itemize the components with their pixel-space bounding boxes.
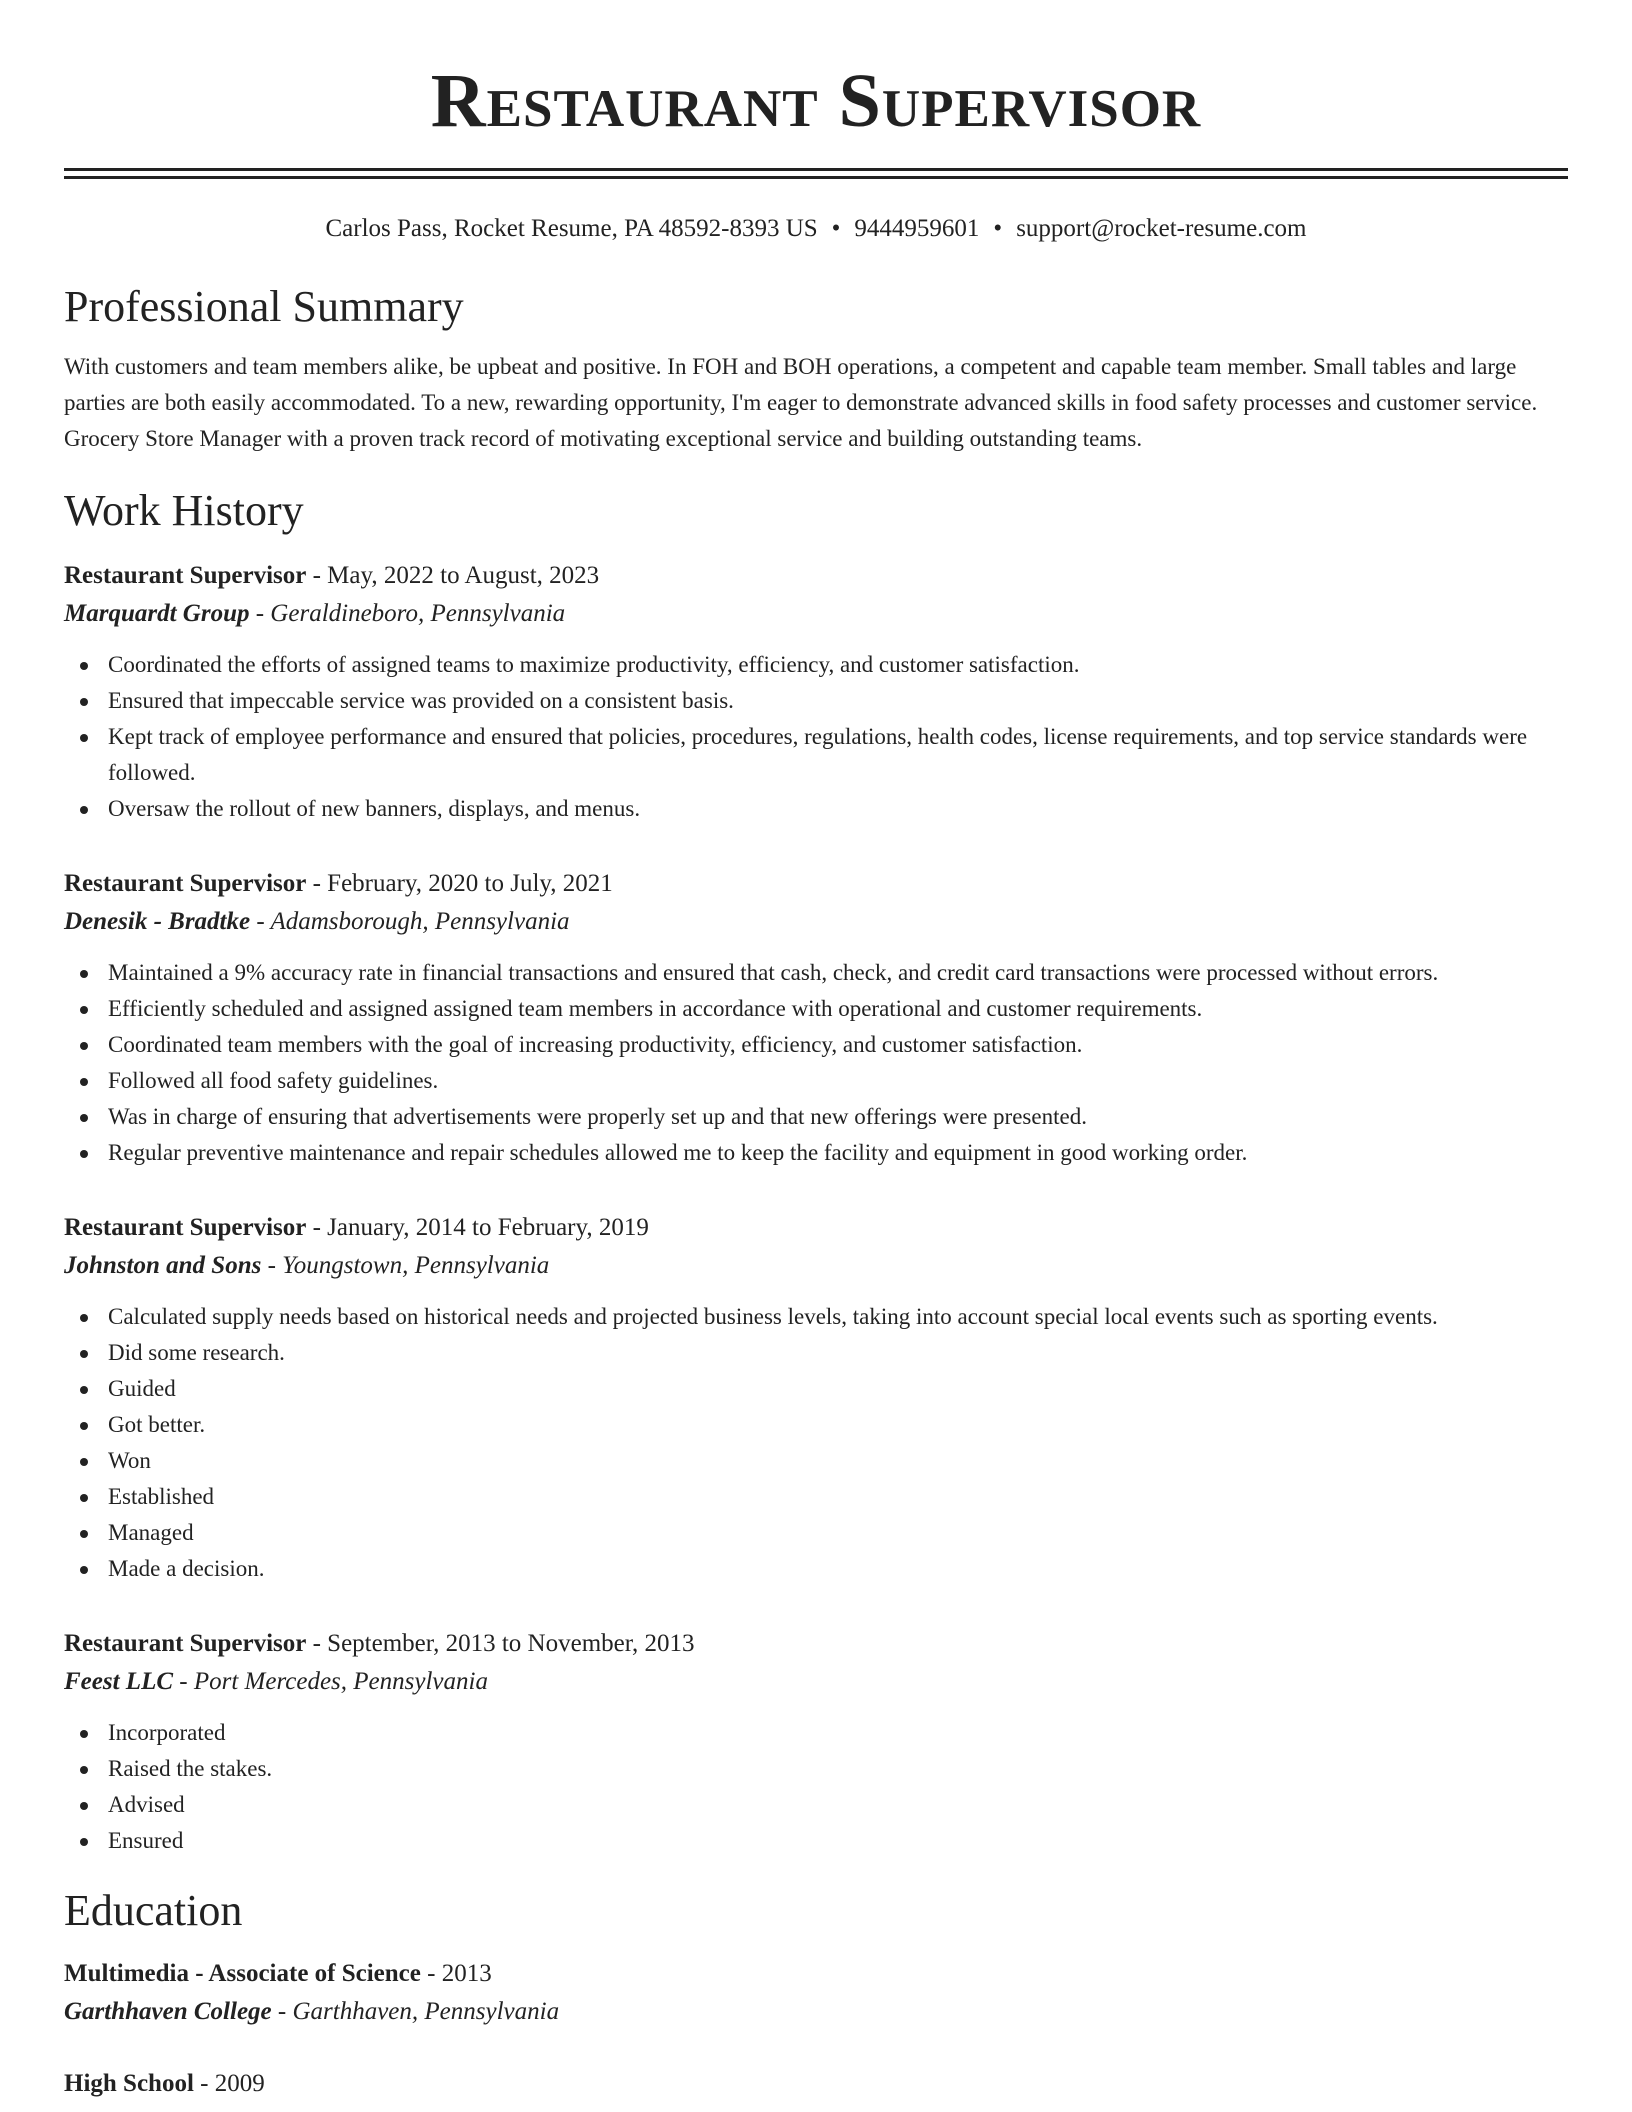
bullet-icon [80,734,88,742]
bullet-text: Won [108,1448,151,1473]
job-title-line [64,865,1568,903]
bullet-text: Raised the stakes. [108,1756,273,1781]
bullet-icon [80,662,88,670]
bullet-text: Kept track of employee performance and ensured that policies, procedures, regulations, health codes, license requirements, and top service standards were followed. [108,724,1528,785]
education-entry [64,2065,1568,2103]
job-company-line [64,595,1568,633]
bullet-icon [80,1386,88,1394]
education-heading: Education [64,1886,243,1935]
job-dates: - May, 2022 to August, 2023 [306,562,600,589]
bullet-text: Incorporated [108,1720,226,1745]
bullet-text: Made a decision. [108,1556,265,1581]
bullet-item [108,1135,1568,1171]
bullet-item [108,647,1568,683]
bullet-icon [80,1802,88,1810]
bullet-item [108,1299,1568,1335]
bullet-text: Coordinated the efforts of assigned teams to maximize productivity, efficiency, and customer satisfaction. [108,652,1080,677]
job-company: Johnston and Sons [64,1252,262,1279]
bullet-item [108,1551,1568,1587]
bullet-icon [80,1458,88,1466]
bullet-item [108,1027,1568,1063]
job-bullets [64,647,1568,827]
job-location: - Port Mercedes, Pennsylvania [173,1668,488,1695]
bullet-item [108,1515,1568,1551]
bullet-text: Ensured [108,1828,184,1853]
bullet-item [108,1335,1568,1371]
job-entry [64,557,1568,827]
bullet-text: Calculated supply needs based on historical needs and projected business levels, taking into account special local events such as sporting events. [108,1304,1438,1329]
job-company: Feest LLC [64,1668,174,1695]
bullet-icon [80,1530,88,1538]
contact-separator: • [831,215,841,242]
bullet-item [108,1371,1568,1407]
resume-title: Restaurant Supervisor [430,59,1202,143]
job-role: Restaurant Supervisor [64,1630,307,1657]
bullet-text: Followed all food safety guidelines. [108,1068,439,1093]
job-role: Restaurant Supervisor [64,562,307,589]
bullet-icon [80,1766,88,1774]
job-location: - Geraldineboro, Pennsylvania [249,600,566,627]
bullet-text: Efficiently scheduled and assigned assigned team members in accordance with operational and customer requirements. [108,996,1203,1021]
bullet-text: Regular preventive maintenance and repair schedules allowed me to keep the facility and equipment in good working order. [108,1140,1248,1165]
bullet-icon [80,1730,88,1738]
bullet-icon [80,1422,88,1430]
bullet-text: Did some research. [108,1340,285,1365]
bullet-icon [80,970,88,978]
bullet-item [108,719,1568,791]
bullet-item [108,1715,1568,1751]
bullet-icon [80,1494,88,1502]
bullet-item [108,1751,1568,1787]
job-entry [64,1625,1568,1859]
summary-heading: Professional Summary [64,282,464,331]
bullet-item [108,1063,1568,1099]
bullet-text: Got better. [108,1412,206,1437]
bullet-text: Guided [108,1376,176,1401]
job-role: Restaurant Supervisor [64,1214,307,1241]
job-company: Denesik - Bradtke [64,908,251,935]
bullet-icon [80,1078,88,1086]
bullet-text: Established [108,1484,215,1509]
bullet-item [108,1787,1568,1823]
education-location: - Garthhaven, Pennsylvania [271,1998,560,2025]
job-role: Restaurant Supervisor [64,870,307,897]
job-dates: - February, 2020 to July, 2021 [306,870,613,897]
bullet-item [108,1407,1568,1443]
job-dates: - January, 2014 to February, 2019 [306,1214,649,1241]
job-title-line [64,557,1568,595]
bullet-text: Managed [108,1520,194,1545]
job-location: - Youngstown, Pennsylvania [261,1252,550,1279]
bullet-item [108,991,1568,1027]
bullet-text: Oversaw the rollout of new banners, displays, and menus. [108,796,641,821]
contact-line [64,213,1568,245]
contact-phone: 9444959601 [854,215,980,242]
job-bullets [64,955,1568,1171]
education-degree-line [64,1955,1568,1993]
job-company-line [64,903,1568,941]
bullet-icon [80,1150,88,1158]
education-degree: Multimedia - Associate of Science [64,1960,421,1987]
bullet-icon [80,1838,88,1846]
job-bullets [64,1299,1568,1587]
bullet-icon [80,1314,88,1322]
bullet-item [108,1479,1568,1515]
contact-separator: • [993,215,1003,242]
bullet-icon [80,1566,88,1574]
bullet-item [108,955,1568,991]
job-bullets [64,1715,1568,1859]
title-double-rule [64,168,1568,179]
bullet-text: Ensured that impeccable service was provided on a consistent basis. [108,688,734,713]
contact-email: support@rocket-resume.com [1016,215,1307,242]
bullet-text: Coordinated team members with the goal of increasing productivity, efficiency, and customer satisfaction. [108,1032,1083,1057]
job-title-line [64,1625,1568,1663]
education-entry [64,1955,1568,2031]
job-entry [64,865,1568,1171]
bullet-item [108,683,1568,719]
summary-text: With customers and team members alike, be upbeat and positive. In FOH and BOH operations, a competent and capable team member. Small tables and large parties are both easily accommodated. To a new, rewarding opportunity, I'm eager to demonstrate advanced skills in food safety processes and customer service. Grocery Store Manager with a proven track record of motivating exceptional service and building outstanding teams. [64,354,1538,451]
contact-address: Carlos Pass, Rocket Resume, PA 48592-8393 US [325,215,818,242]
bullet-item [108,1443,1568,1479]
bullet-icon [80,698,88,706]
education-degree: High School [64,2070,194,2097]
education-year: - 2009 [193,2070,265,2097]
bullet-text: Advised [108,1792,185,1817]
job-company-line [64,1663,1568,1701]
bullet-icon [80,806,88,814]
job-dates: - September, 2013 to November, 2013 [306,1630,695,1657]
job-title-line [64,1209,1568,1247]
bullet-text: Maintained a 9% accuracy rate in financial transactions and ensured that cash, check, and credit card transactions were processed without errors. [108,960,1439,985]
job-entry [64,1209,1568,1587]
bullet-icon [80,1350,88,1358]
bullet-icon [80,1006,88,1014]
education-school-line [64,1993,1568,2031]
bullet-icon [80,1114,88,1122]
education-degree-line [64,2065,1568,2103]
work-history-heading: Work History [64,486,304,535]
bullet-icon [80,1042,88,1050]
job-location: - Adamsborough, Pennsylvania [250,908,570,935]
education-year: - 2013 [420,1960,492,1987]
job-company-line [64,1247,1568,1285]
education-school: Garthhaven College [64,1998,272,2025]
bullet-item [108,1099,1568,1135]
bullet-text: Was in charge of ensuring that advertisements were properly set up and that new offerings were presented. [108,1104,1087,1129]
bullet-item [108,791,1568,827]
job-company: Marquardt Group [64,600,250,627]
bullet-item [108,1823,1568,1859]
